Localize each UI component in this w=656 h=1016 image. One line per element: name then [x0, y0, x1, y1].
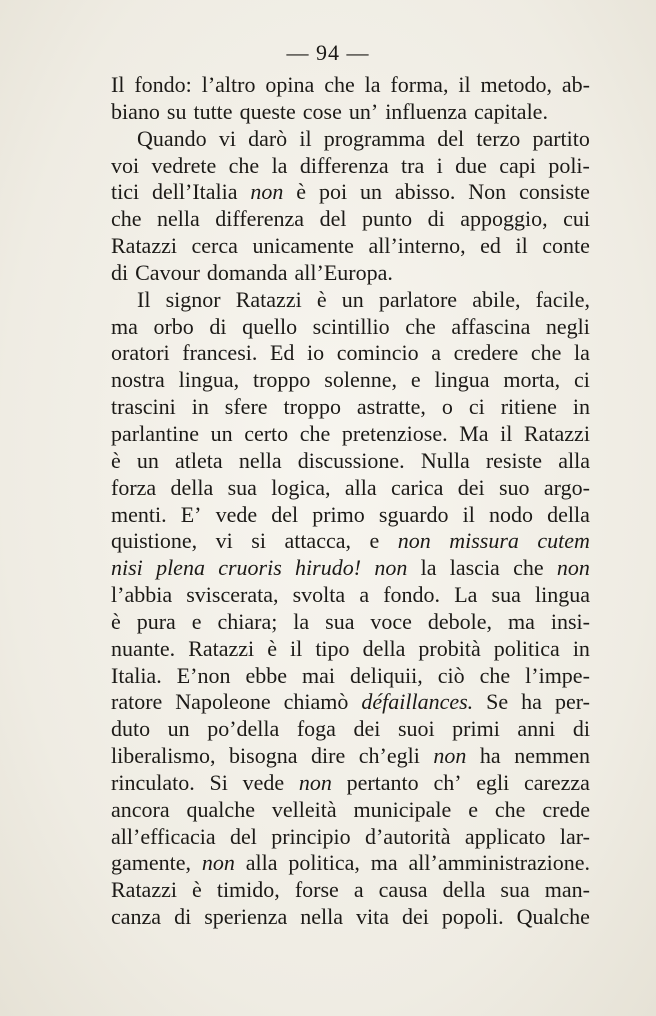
text-line: Il fondo: l’altro opina che la forma, il metodo, ab- [111, 72, 590, 97]
body-text [111, 72, 590, 931]
text-line: trascini in sfere troppo astratte, o ci ritiene in [111, 394, 590, 420]
text-line: Quando vi darò il programma del terzo partito [137, 125, 590, 151]
text-line: che nella differenza del punto di appoggio, cui [111, 206, 590, 232]
text-line: canza di sperienza nella vita dei popoli. Qualche [111, 904, 590, 930]
text-line: parlantine un certo che pretenziose. Ma il Ratazzi [111, 420, 590, 446]
page-number: — 94 — [286, 40, 370, 65]
text-line: ma orbo di quello scintillio che affascina negli [111, 313, 590, 339]
text-line: oratori francesi. Ed io comincio a credere che la [111, 340, 590, 366]
text-line: nisi plena cruoris hirudo! non la lascia che non [111, 555, 590, 581]
text-line: Italia. E’non ebbe mai deliquii, ciò che l’impe- [111, 662, 590, 688]
text-line: gamente, non alla politica, ma all’amministrazione. [111, 850, 590, 876]
text-line: Il signor Ratazzi è un parlatore abile, facile, [137, 286, 590, 312]
text-line: menti. E’ vede del primo sguardo il nodo della [111, 501, 590, 527]
text-line: ratore Napoleone chiamò défaillances. Se ha per- [111, 689, 590, 715]
text-line: liberalismo, bisogna dire ch’egli non ha nemmen [111, 743, 590, 769]
text-line: biano su tutte queste cose un’ influenza capitale. [111, 98, 548, 124]
text-line: l’abbia sviscerata, svolta a fondo. La sua lingua [111, 582, 590, 608]
text-line: rinculato. Si vede non pertanto ch’ egli carezza [111, 769, 590, 795]
text-line: è un atleta nella discussione. Nulla resiste alla [111, 447, 590, 473]
text-line: è pura e chiara; la sua voce debole, ma insi- [111, 608, 590, 634]
text-line: ancora qualche velleità municipale e che crede [111, 796, 590, 822]
text-line: Ratazzi cerca unicamente all’interno, ed il conte [111, 233, 590, 259]
text-line: quistione, vi si attacca, e non missura cutem [111, 528, 590, 554]
text-line: nuante. Ratazzi è il tipo della probità politica in [111, 635, 590, 661]
text-line: duto un po’della foga dei suoi primi anni di [111, 716, 590, 742]
text-line: all’efficacia del principio d’autorità applicato lar- [111, 823, 590, 849]
text-line: nostra lingua, troppo solenne, e lingua morta, ci [111, 367, 590, 393]
text-line: Ratazzi è timido, forse a causa della sua man- [111, 877, 590, 903]
text-line: voi vedrete che la differenza tra i due capi poli- [111, 152, 590, 178]
text-line: tici dell’Italia non è poi un abisso. Non consiste [111, 179, 590, 205]
text-line: forza della sua logica, alla carica dei suo argo- [111, 474, 590, 500]
text-line: di Cavour domanda all’Europa. [111, 259, 393, 285]
